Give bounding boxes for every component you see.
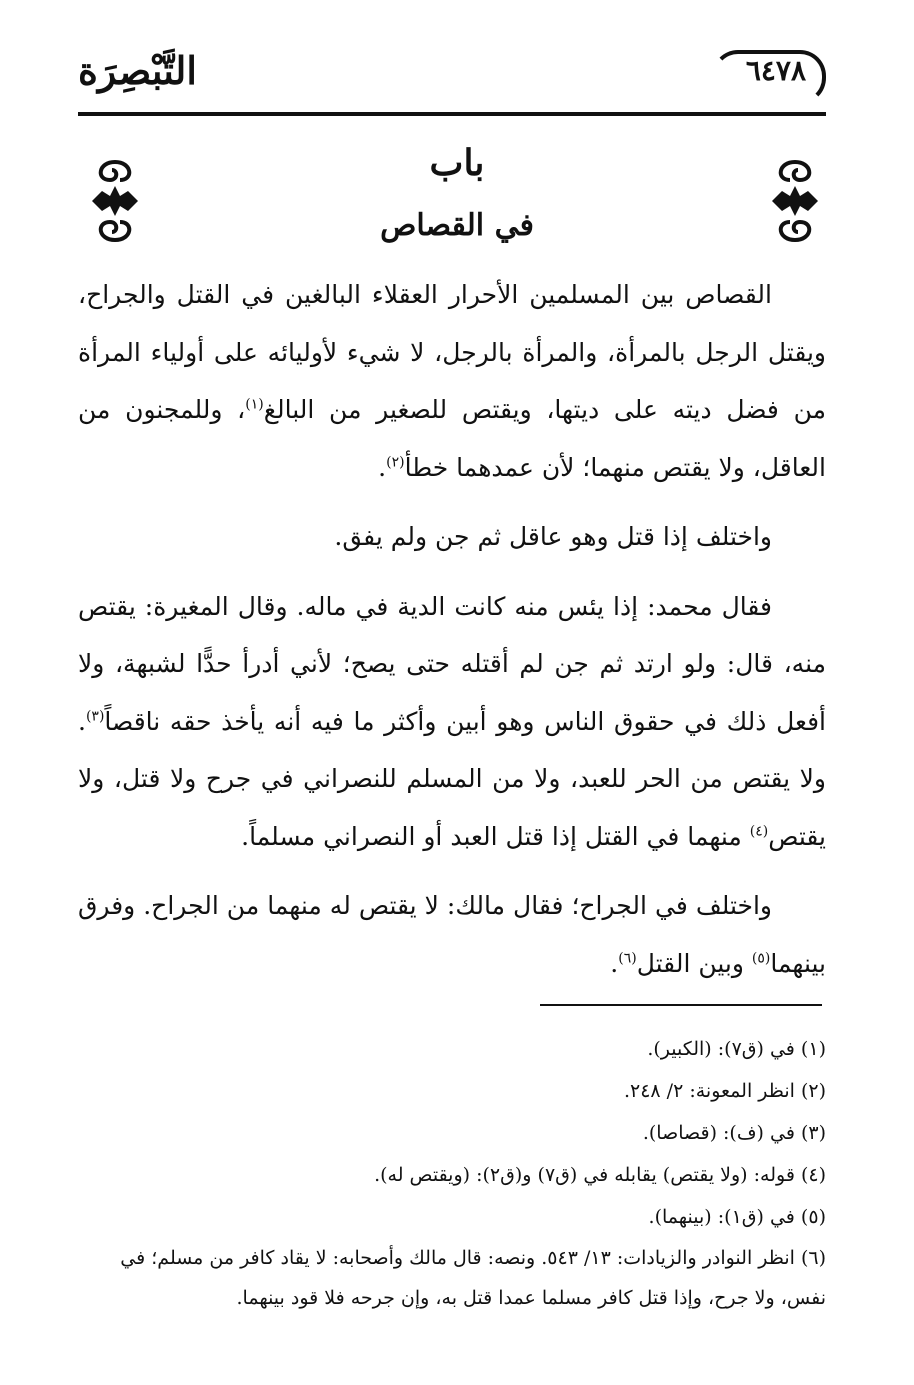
book-title: التَّبْصِرَة — [78, 48, 197, 93]
paragraph-text: فقال محمد: إذا يئس منه كانت الدية في ماله. وقال المغيرة: يقتص منه، قال: ولو ارتد ثم جن لم أقتله حتى يصح؛ لأني أدرأ حدًّا لشبهة، ولا أفعل ذلك في حقوق الناس وهو أبين وأكثر ما فيه أنه يأخذ حقه ناقصاً — [78, 591, 826, 736]
header-rule — [78, 112, 826, 116]
paragraph-text: واختلف في الجراح؛ فقال مالك: لا يقتص له منهما من الجراح. وفرق بينهما — [78, 891, 826, 978]
paragraph — [78, 578, 826, 866]
chapter-subtitle: في القصاص — [380, 208, 534, 243]
footnote-marker: (٤) — [749, 823, 769, 840]
page-number: ٦٤٧٨ — [745, 54, 806, 87]
paragraph — [78, 508, 826, 566]
footnote: (٦) انظر النوادر والزيادات: ١٣/ ٥٤٣. ونصه: قال مالك وأصحابه: لا يقاد كافر من مسلم؛ في نفس، ولا جرح، وإذا قتل كافر مسلما عمدا قتل به، وإن جرحه فلا قود بينهما. — [120, 1247, 826, 1309]
footnote-marker: (١) — [245, 396, 264, 413]
paragraph — [78, 266, 826, 496]
footnote-marker: (٦) — [618, 950, 637, 967]
paragraph-text: واختلف إذا قتل وهو عاقل ثم جن ولم يفق. — [334, 522, 772, 551]
paragraph-text: . — [378, 452, 387, 482]
paragraph-text: منهما في القتل إذا قتل العبد أو النصراني مسلماً. — [241, 821, 750, 851]
footnote-separator — [540, 1004, 822, 1006]
paragraph-text: القصاص بين المسلمين الأحرار العقلاء البالغين في القتل والجراح، ويقتل الرجل بالمرأة، والمرأة بالرجل، لا شيء لأوليائه على أولياء المرأة من فضل ديته على ديتها، ويقتص للصغير من البالغ — [78, 280, 826, 424]
footnote: (٤) قوله: (ولا يقتص) يقابله في (ق٧) و(ق٢): (ويقتص له). — [374, 1164, 826, 1186]
footnote-marker: (٢) — [386, 454, 405, 471]
paragraph-text: وبين القتل — [636, 948, 752, 978]
footnote: (٥) في (ق١): (بينهما). — [648, 1206, 826, 1228]
chapter-title: باب — [429, 142, 485, 184]
footnote-marker: (٥) — [751, 950, 771, 967]
footnotes — [78, 1028, 826, 1318]
paragraph-text: ، وللمجنون من العاقل، ولا يقتص منهما؛ لأن عمدهما خطأ — [78, 395, 826, 482]
page-header — [78, 40, 826, 118]
body-text — [78, 266, 826, 992]
paragraph-text: . — [610, 948, 619, 978]
footnote: (٣) في (ف): (قصاصا). — [642, 1122, 826, 1144]
footnote: (١) في (ق٧): (الكبير). — [647, 1038, 826, 1060]
paragraph — [78, 877, 826, 992]
footnote-marker: (٣) — [85, 708, 105, 725]
paragraph-text: . ولا يقتص من الحر للعبد، ولا من المسلم للنصراني في جرح ولا قتل، ولا يقتص — [78, 706, 826, 851]
footnote: (٢) انظر المعونة: ٢/ ٢٤٨. — [623, 1080, 826, 1102]
